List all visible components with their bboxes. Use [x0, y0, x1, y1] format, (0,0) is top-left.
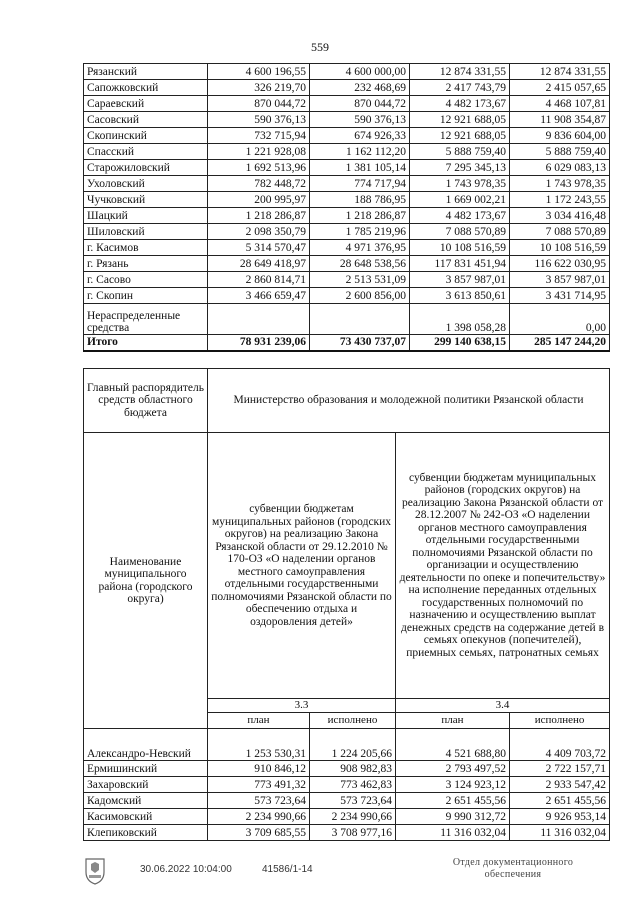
amount-cell: 12 874 331,55	[410, 64, 510, 80]
regional-seal-icon	[82, 856, 108, 886]
district-name: Александро-Невский	[84, 729, 208, 761]
amount-cell: 2 600 856,00	[310, 288, 410, 304]
amount-cell: 1 224 205,66	[310, 729, 396, 761]
amount-cell: 774 717,94	[310, 176, 410, 192]
amount-cell: 3 709 685,55	[208, 825, 310, 841]
amount-cell: 1 743 978,35	[510, 176, 610, 192]
amount-cell: 12 921 688,05	[410, 128, 510, 144]
amount-cell: 2 933 547,42	[510, 777, 610, 793]
amount-cell: 4 971 376,95	[310, 240, 410, 256]
amount-cell: 116 622 030,95	[510, 256, 610, 272]
amount-cell: 1 162 112,20	[310, 144, 410, 160]
amount-cell: 11 316 032,04	[510, 825, 610, 841]
table-row	[84, 80, 610, 96]
amount-cell: 3 431 714,95	[510, 288, 610, 304]
amount-cell: 773 462,83	[310, 777, 396, 793]
amount-cell: 1 785 219,96	[310, 224, 410, 240]
amount-cell: 9 990 312,72	[396, 809, 510, 825]
amount-cell: 908 982,83	[310, 761, 396, 777]
amount-cell: 910 846,12	[208, 761, 310, 777]
amount-cell: 3 034 416,48	[510, 208, 610, 224]
table-row	[84, 208, 610, 224]
total-amount-cell: 299 140 638,15	[410, 335, 510, 351]
unallocated-label-line1: Нераспределенные	[87, 310, 181, 322]
total-amount-cell: 73 430 737,07	[310, 335, 410, 351]
table-row	[84, 777, 610, 793]
district-name: Сапожковский	[84, 80, 208, 96]
page-number: 559	[311, 40, 329, 54]
plan-header: план	[396, 713, 510, 729]
unallocated-label	[84, 304, 208, 335]
amount-cell: 1 253 530,31	[208, 729, 310, 761]
amount-cell: 2 722 157,71	[510, 761, 610, 777]
amount-cell: 28 649 418,97	[208, 256, 310, 272]
amount-cell: 3 124 923,12	[396, 777, 510, 793]
table-row	[84, 256, 610, 272]
amount-cell: 10 108 516,59	[410, 240, 510, 256]
amount-cell: 2 651 455,56	[396, 793, 510, 809]
amount-cell: 573 723,64	[208, 793, 310, 809]
plan-header: план	[208, 713, 310, 729]
amount-cell: 4 600 196,55	[208, 64, 310, 80]
amount-cell: 5 314 570,47	[208, 240, 310, 256]
table-row	[84, 192, 610, 208]
amount-cell: 2 415 057,65	[510, 80, 610, 96]
amount-cell: 2 234 990,66	[310, 809, 396, 825]
table-row-unallocated	[84, 304, 610, 335]
table-row	[84, 128, 610, 144]
budget-table-continued	[83, 63, 610, 352]
district-name: г. Рязань	[84, 256, 208, 272]
district-name: Кадомский	[84, 793, 208, 809]
footer-datetime: 30.06.2022 10:04:00	[140, 864, 232, 875]
amount-cell: 1 221 928,08	[208, 144, 310, 160]
amount-cell: 573 723,64	[310, 793, 396, 809]
header-ministry: Министерство образования и молодежной политики Рязанской области	[208, 369, 610, 433]
amount-cell: 2 234 990,66	[208, 809, 310, 825]
table-row-total	[84, 335, 610, 351]
amount-cell: 4 482 173,67	[410, 208, 510, 224]
amount-cell: 1 692 513,96	[208, 160, 310, 176]
amount-cell: 4 482 173,67	[410, 96, 510, 112]
amount-cell: 2 793 497,52	[396, 761, 510, 777]
amount-cell: 5 888 759,40	[410, 144, 510, 160]
table-row	[84, 272, 610, 288]
header-subsidy-3-3: субвенции бюджетам муниципальных районов (городских округов) на реализацию Закона Рязанской области от 29.12.2010 № 170-ОЗ «О наделении органов местного самоуправления отдельными государственными полномочиями Рязанской области по обеспечению отдыха и оздоровления детей»	[208, 433, 396, 699]
district-name: Касимовский	[84, 809, 208, 825]
header-municipality: Наименование муниципального района (городского округа)	[84, 433, 208, 729]
amount-cell: 782 448,72	[208, 176, 310, 192]
total-amount-cell: 78 931 239,06	[208, 335, 310, 351]
table-row	[84, 240, 610, 256]
table-row	[84, 64, 610, 80]
amount-cell: 2 098 350,79	[208, 224, 310, 240]
amount-cell: 2 651 455,56	[510, 793, 610, 809]
district-name: Рязанский	[84, 64, 208, 80]
amount-cell: 590 376,13	[208, 112, 310, 128]
table-row	[84, 160, 610, 176]
table-row	[84, 112, 610, 128]
unallocated-label-line2: средства	[87, 322, 130, 334]
total-amount-cell: 285 147 244,20	[510, 335, 610, 351]
code-3-4: 3.4	[396, 699, 610, 713]
table-row	[84, 809, 610, 825]
amount-cell: 1 218 286,87	[310, 208, 410, 224]
stamp-line-1: Отдел документационного	[452, 857, 574, 868]
amount-cell: 7 295 345,13	[410, 160, 510, 176]
footer-doc-number: 41586/1-14	[262, 864, 313, 875]
amount-cell: 1 669 002,21	[410, 192, 510, 208]
amount-cell: 1 398 058,28	[410, 304, 510, 335]
amount-cell: 5 888 759,40	[510, 144, 610, 160]
district-name: Шацкий	[84, 208, 208, 224]
amount-cell: 9 836 604,00	[510, 128, 610, 144]
amount-cell: 3 466 659,47	[208, 288, 310, 304]
amount-cell: 590 376,13	[310, 112, 410, 128]
table-row	[84, 288, 610, 304]
amount-cell: 12 874 331,55	[510, 64, 610, 80]
district-name: Ухоловский	[84, 176, 208, 192]
amount-cell: 200 995,97	[208, 192, 310, 208]
district-name: Ермишинский	[84, 761, 208, 777]
district-name: Захаровский	[84, 777, 208, 793]
amount-cell: 2 513 531,09	[310, 272, 410, 288]
amount-cell: 4 468 107,81	[510, 96, 610, 112]
amount-cell: 7 088 570,89	[510, 224, 610, 240]
amount-cell: 2 417 743,79	[410, 80, 510, 96]
district-name: Шиловский	[84, 224, 208, 240]
table-row	[84, 224, 610, 240]
table-row	[84, 176, 610, 192]
district-name: Сасовский	[84, 112, 208, 128]
amount-cell: 326 219,70	[208, 80, 310, 96]
amount-cell: 2 860 814,71	[208, 272, 310, 288]
amount-cell: 9 926 953,14	[510, 809, 610, 825]
district-name: г. Касимов	[84, 240, 208, 256]
table-row	[84, 825, 610, 841]
district-name: Скопинский	[84, 128, 208, 144]
amount-cell: 4 521 688,80	[396, 729, 510, 761]
district-name: Старожиловский	[84, 160, 208, 176]
amount-cell: 3 857 987,01	[510, 272, 610, 288]
amount-cell: 6 029 083,13	[510, 160, 610, 176]
amount-cell: 12 921 688,05	[410, 112, 510, 128]
amount-cell: 188 786,95	[310, 192, 410, 208]
amount-cell: 4 600 000,00	[310, 64, 410, 80]
amount-cell: 870 044,72	[310, 96, 410, 112]
district-name: г. Скопин	[84, 288, 208, 304]
table-row	[84, 761, 610, 777]
code-3-3: 3.3	[208, 699, 396, 713]
amount-cell: 1 743 978,35	[410, 176, 510, 192]
amount-cell: 10 108 516,59	[510, 240, 610, 256]
total-label: Итого	[84, 335, 208, 351]
amount-cell: 4 409 703,72	[510, 729, 610, 761]
amount-cell: 674 926,33	[310, 128, 410, 144]
amount-cell: 870 044,72	[208, 96, 310, 112]
education-subsidies-table	[83, 368, 610, 841]
done-header: исполнено	[510, 713, 610, 729]
amount-cell: 3 613 850,61	[410, 288, 510, 304]
amount-cell: 28 648 538,56	[310, 256, 410, 272]
stamp-line-2: обеспечения	[484, 869, 542, 880]
district-name: Клепиковский	[84, 825, 208, 841]
amount-cell: 3 708 977,16	[310, 825, 396, 841]
amount-cell: 0,00	[510, 304, 610, 335]
table-row	[84, 793, 610, 809]
district-name: Сараевский	[84, 96, 208, 112]
amount-cell: 11 316 032,04	[396, 825, 510, 841]
header-subsidy-3-4: субвенции бюджетам муниципальных районов (городских округов) на реализацию Закона Рязанской области от 28.12.2007 № 242-ОЗ «О наделении органов местного самоуправления отдельными государственными полномочиями Рязанской области по организации и осуществлению деятельности по опеке и попечительству» на исполнение переданных отдельных государственных полномочий по назначению и осуществлению выплат денежных средств на содержание детей в семьях опекунов (попечителей), приемных семьях, патронатных семьях	[396, 433, 610, 699]
amount-cell: 3 857 987,01	[410, 272, 510, 288]
amount-cell: 7 088 570,89	[410, 224, 510, 240]
district-name: Чучковский	[84, 192, 208, 208]
amount-cell: 773 491,32	[208, 777, 310, 793]
table-row	[84, 144, 610, 160]
table-row	[84, 96, 610, 112]
district-name: г. Сасово	[84, 272, 208, 288]
amount-cell: 232 468,69	[310, 80, 410, 96]
amount-cell: 1 218 286,87	[208, 208, 310, 224]
amount-cell: 732 715,94	[208, 128, 310, 144]
amount-cell: 1 381 105,14	[310, 160, 410, 176]
table-row	[84, 729, 610, 761]
amount-cell: 11 908 354,87	[510, 112, 610, 128]
department-stamp	[438, 857, 588, 881]
amount-cell	[208, 304, 310, 335]
amount-cell: 117 831 451,94	[410, 256, 510, 272]
amount-cell	[310, 304, 410, 335]
header-administrator: Главный распорядитель средств областного бюджета	[84, 369, 208, 433]
amount-cell: 1 172 243,55	[510, 192, 610, 208]
district-name: Спасский	[84, 144, 208, 160]
done-header: исполнено	[310, 713, 396, 729]
